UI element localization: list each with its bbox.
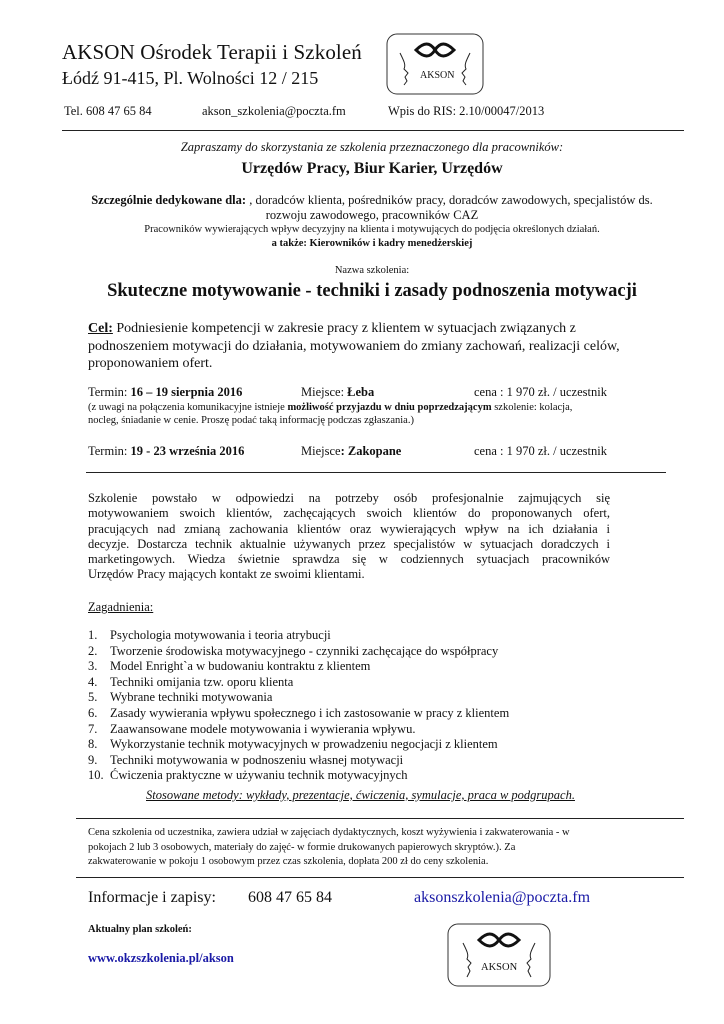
- term-2-place: [301, 444, 401, 459]
- dedicated-line: [40, 193, 704, 208]
- info-label: Informacje i zapisy:: [88, 889, 216, 906]
- topic-text: Model Enright`a w budowaniu kontraktu z klientem: [110, 659, 371, 674]
- logo-text: AKSON: [420, 70, 455, 81]
- header-ris: Wpis do RIS: 2.10/00047/2013: [388, 104, 545, 118]
- footer-phone[interactable]: 608 47 65 84: [248, 889, 332, 906]
- description-line-5: marketingowych. Wiedza świetnie sprawdza się w codziennych sytuacjach pracowników: [88, 552, 610, 567]
- list-item: [88, 706, 648, 722]
- topic-number: 9.: [88, 752, 98, 767]
- methods-text: Stosowane metody: wykłady, prezentacje, ćwiczenia, symulacje, praca w podgrupach.: [146, 788, 575, 802]
- price-info-line-2: pokojach 2 lub 3 osobowych, materiały do zajęć- w formie drukowanych papierowych skryptów.). Za: [88, 841, 516, 853]
- methods-divider: [76, 818, 684, 819]
- topic-number: 3.: [88, 659, 98, 674]
- logo-text: AKSON: [481, 962, 518, 973]
- topic-number: 2.: [88, 643, 98, 658]
- term-1-place-value: Łeba: [347, 385, 375, 399]
- term-1-place-label: Miejsce:: [301, 385, 348, 399]
- term-2-label: Termin:: [88, 444, 131, 458]
- term-1-label: Termin:: [88, 385, 131, 399]
- topic-text: Techniki omijania tzw. oporu klienta: [110, 674, 294, 689]
- topics-heading: Zagadnienia:: [88, 600, 154, 614]
- list-item: [88, 644, 648, 660]
- dedicated-text: , doradców klienta, pośredników pracy, doradców zawodowych, specjalistów ds.: [246, 193, 653, 207]
- description: [88, 491, 610, 583]
- term-2-date: [88, 444, 244, 459]
- list-item: [88, 628, 648, 644]
- header-divider: [62, 130, 684, 131]
- topic-text: Psychologia motywowania i teoria atrybucji: [110, 628, 331, 642]
- training-name-label: Nazwa szkolenia:: [334, 265, 410, 276]
- decision-makers-text: Pracowników wywierających wpływ decyzyjny na klienta i motywujących do podjęcia określonych działań.: [144, 224, 600, 235]
- term-1-dates: 16 – 19 sierpnia 2016: [130, 385, 243, 399]
- audience-heading: Urzędów Pracy, Biur Karier, Urzędów: [241, 160, 503, 177]
- term-1-date: [88, 385, 242, 400]
- term-1-note-bold: możliwość przyjazdu w dniu poprzedzającym: [287, 402, 492, 413]
- list-item: [88, 753, 648, 769]
- topic-number: 10.: [88, 768, 104, 783]
- goal-label: Cel:: [88, 321, 113, 336]
- training-goal: [88, 320, 688, 373]
- infinity-faces-icon: [386, 33, 484, 95]
- header-address: Łódź 91-415, Pl. Wolności 12 / 215: [62, 68, 319, 88]
- header-phone: Tel. 608 47 65 84: [64, 104, 152, 118]
- topic-number: 1.: [88, 628, 98, 642]
- topic-number: 7.: [88, 721, 98, 736]
- description-line-3: pracujących nad zmianą zachowania klientów oraz wywierających wpływ na ich działania i: [88, 521, 610, 536]
- topic-text: Techniki motywowania w podnoszeniu własnej motywacji: [110, 752, 404, 767]
- akson-logo: [386, 33, 484, 95]
- term-1-place: [301, 385, 374, 400]
- list-item: [88, 659, 648, 675]
- header-title: AKSON Ośrodek Terapii i Szkoleń: [62, 40, 362, 64]
- list-item: [88, 722, 648, 738]
- dedicated-label: Szczególnie dedykowane dla:: [91, 193, 247, 207]
- list-item: [88, 737, 648, 753]
- term-1-note: [88, 401, 688, 427]
- goal-line-1: Podniesienie kompetencji w zakresie pracy z klientem w sytuacjach związanych z: [112, 321, 576, 336]
- term-1-note-line-2: nocleg, śniadanie w cenie. Proszę podać taką informację podczas zgłaszania.): [88, 415, 414, 426]
- term-2-place-label: Miejsce: [301, 444, 341, 458]
- goal-line-2: podnoszeniem motywacji do działania, motywowaniem do zmiany zachowań, realizacji celów,: [88, 338, 620, 354]
- description-line-4: decyzje. Dostarcza technik aktualnie używanych przez specjalistów w sytuacjach doradczych i: [88, 536, 610, 551]
- price-info-line-3: zakwaterowanie w pokoju 1 osobowym przez czas szkolenia, dopłata 200 zł do ceny szkolenia.: [88, 856, 489, 867]
- plan-label: Aktualny plan szkoleń:: [88, 924, 192, 935]
- price-info-line-1: Cena szkolenia od uczestnika, zawiera udział w zajęciach dydaktycznych, koszt wyżywienia i zakwaterowania - w: [88, 827, 570, 838]
- topic-text: Tworzenie środowiska motywacyjnego - czynniki zachęcające do współpracy: [110, 643, 499, 658]
- topic-number: 6.: [88, 705, 98, 720]
- topic-text: Ćwiczenia praktyczne w używaniu technik motywacyjnych: [110, 768, 408, 783]
- topic-text: Wybrane techniki motywowania: [110, 690, 273, 705]
- goal-line-3: proponowaniem ofert.: [88, 356, 213, 371]
- description-line-1: Szkolenie powstało w odpowiedzi na potrzeby osób profesjonalnie zajmujących się: [88, 491, 610, 505]
- price-divider: [76, 877, 684, 878]
- term-2-place-value: : Zakopane: [340, 444, 402, 458]
- price-info: [88, 826, 688, 870]
- term-1-price: cena : 1 970 zł. / uczestnik: [474, 385, 607, 399]
- infinity-faces-icon: [447, 923, 551, 987]
- term-2-dates: 19 - 23 września 2016: [130, 444, 245, 458]
- term-1-note-post: szkolenie: kolacja,: [491, 402, 573, 413]
- topic-text: Zasady wywierania wpływu społecznego i ich zastosowanie w pracy z klientem: [110, 705, 510, 720]
- dedicated-text-2: rozwoju zawodowego, pracowników CAZ: [265, 208, 479, 222]
- topic-number: 4.: [88, 674, 98, 689]
- description-line-6: Urzędów Pracy mających kontakt ze swoimi klientami.: [88, 567, 365, 582]
- website-link[interactable]: www.okzszkolenia.pl/akson: [88, 951, 234, 965]
- managers-text: a także: Kierowników i kadry menedżerskiej: [271, 238, 473, 249]
- akson-logo-footer: [447, 923, 551, 987]
- header-email: akson_szkolenia@poczta.fm: [202, 104, 346, 118]
- topic-text: Zaawansowane modele motywowania i wywierania wpływu.: [110, 721, 416, 736]
- topic-number: 5.: [88, 690, 98, 705]
- invite-text: Zapraszamy do skorzystania ze szkolenia przeznaczonego dla pracowników:: [180, 140, 564, 154]
- term-2-price: cena : 1 970 zł. / uczestnik: [474, 444, 607, 458]
- training-title: Skuteczne motywowanie - techniki i zasady podnoszenia motywacji: [107, 281, 637, 301]
- list-item: [88, 768, 648, 784]
- topic-number: 8.: [88, 737, 98, 752]
- list-item: [88, 690, 648, 706]
- terms-divider: [86, 472, 666, 473]
- term-1-note-pre: (z uwagi na połączenia komunikacyjne istnieje: [88, 402, 288, 413]
- description-line-2: motywowaniem swoich klientów, zachęcających swoich klientów do proponowanych ofert,: [88, 506, 610, 521]
- list-item: [88, 675, 648, 691]
- topic-text: Wykorzystanie technik motywacyjnych w prowadzeniu negocjacji z klientem: [110, 737, 498, 752]
- topics-list: [88, 628, 648, 784]
- footer-email-link[interactable]: aksonszkolenia@poczta.fm: [414, 889, 591, 906]
